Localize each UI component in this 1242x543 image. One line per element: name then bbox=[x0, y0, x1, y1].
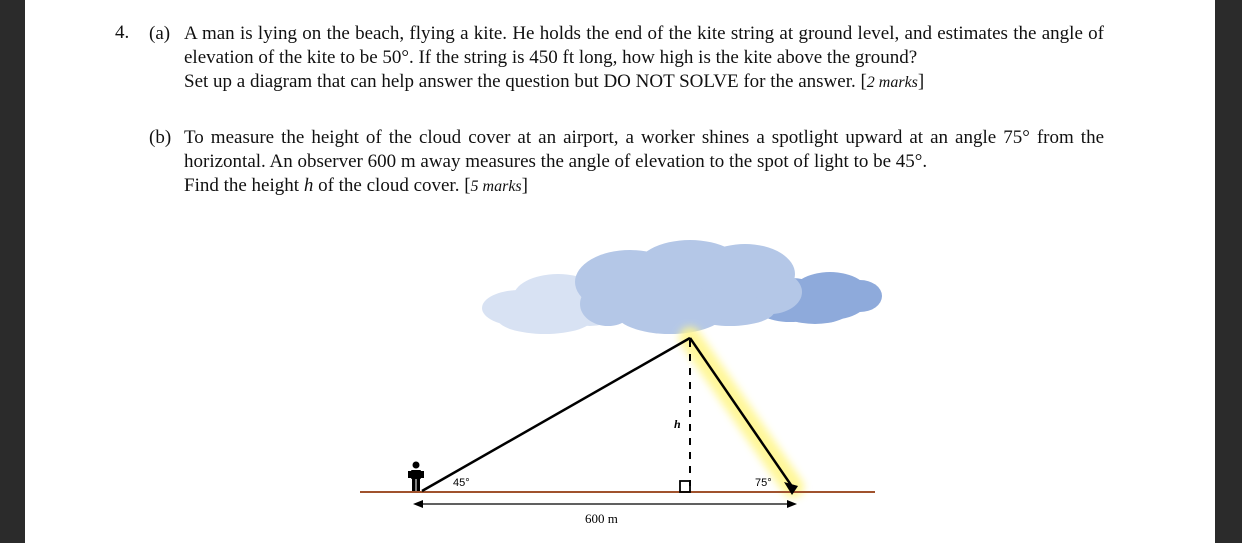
part-a-marks: [2 marks] bbox=[860, 71, 925, 92]
cloud-main bbox=[575, 240, 802, 334]
height-h-label: h bbox=[674, 417, 681, 431]
observer-person-icon bbox=[408, 462, 424, 492]
right-angle-marker bbox=[680, 481, 690, 492]
angle-45-label: 45° bbox=[453, 477, 470, 489]
part-a-instruction: Set up a diagram that can help answer the question but DO NOT SOLVE for the answer. bbox=[184, 71, 856, 92]
angle-75-label: 75° bbox=[755, 477, 772, 489]
part-a-text: A man is lying on the beach, flying a kite. He holds the end of the kite string at ground level, and estimates the angle of elevation of the kite to be 50°. If the string is 450 ft long, how high is the kite above the ground? bbox=[184, 23, 1104, 68]
distance-600m-label: 600 m bbox=[585, 511, 618, 526]
distance-arrow bbox=[413, 500, 797, 508]
part-a-label: (a) bbox=[149, 23, 171, 44]
part-b-find-prefix: Find the height bbox=[184, 175, 300, 196]
part-b-find-suffix: of the cloud cover. bbox=[318, 175, 460, 196]
question-number: 4. bbox=[115, 22, 130, 43]
part-b-label: (b) bbox=[149, 127, 172, 148]
spotlight-beam-line bbox=[690, 338, 791, 485]
part-b-find-var: h bbox=[303, 175, 314, 196]
line-of-sight bbox=[422, 338, 690, 491]
part-b-text: To measure the height of the cloud cover at an airport, a worker shines a spotlight upward at an angle 75° from the horizontal. An observer 600 m away measures the angle of elevation to the spot of light to be 45°. bbox=[184, 127, 1104, 172]
part-b-marks: [5 marks] bbox=[464, 175, 528, 196]
